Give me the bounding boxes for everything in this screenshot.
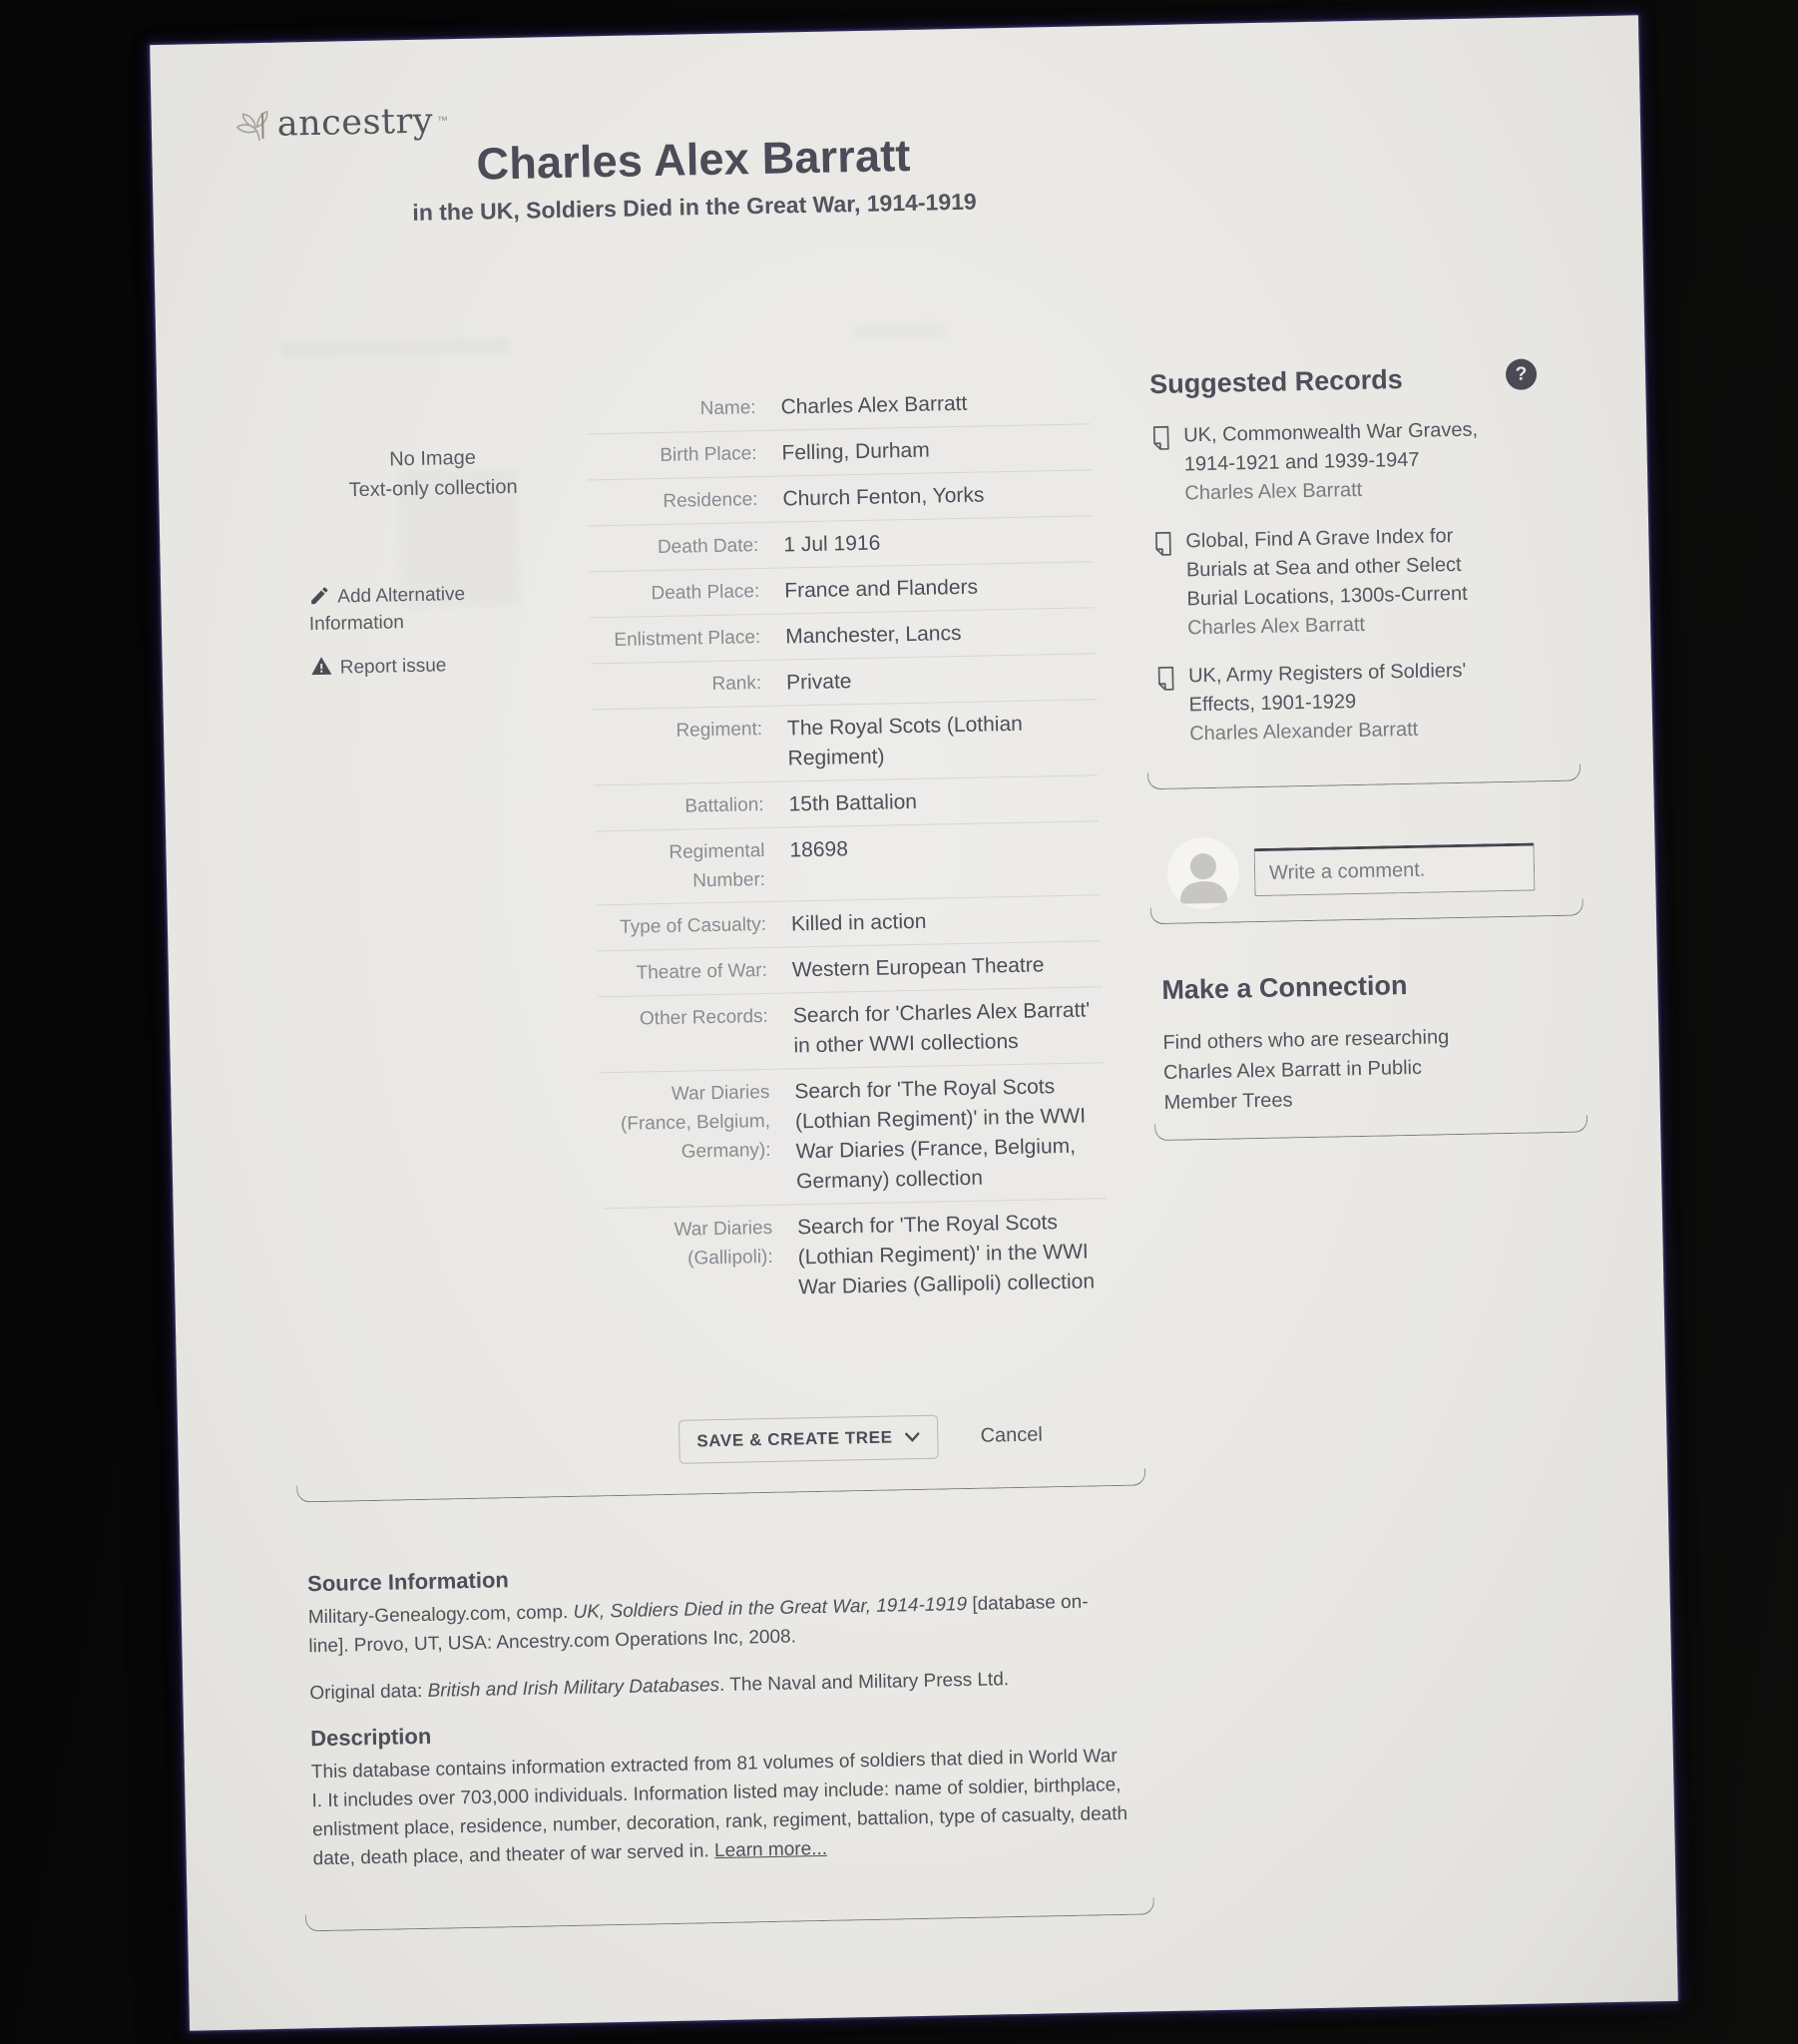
field-label: Name: (699, 397, 756, 420)
record-headline (269, 126, 1119, 230)
make-connection-title: Make a Connection (1161, 970, 1408, 1006)
table-row (595, 820, 1100, 904)
source-information-section (307, 1555, 1131, 1891)
bleed-through-mark (280, 337, 510, 358)
citation-part: [database on-line]. Provo, UT, USA: Ancestry.com Operations Inc, 2008. (308, 1591, 1089, 1658)
field-label: Rank: (711, 673, 762, 695)
document-icon (1152, 531, 1175, 644)
chevron-down-icon (904, 1431, 920, 1443)
suggested-records-list (1150, 414, 1576, 768)
suggested-record-item[interactable] (1152, 520, 1573, 644)
bleed-through-mark (854, 323, 944, 339)
field-value-link[interactable]: Search for 'Charles Alex Barratt' in other WWI collections (792, 998, 1091, 1058)
field-value: Church Fenton, Yorks (782, 483, 985, 511)
citation-title-italic: UK, Soldiers Died in the Great War, 1914-1919 (573, 1594, 968, 1623)
add-alternative-information-link[interactable] (308, 580, 529, 638)
no-image-line2: Text-only collection (348, 475, 518, 502)
suggested-records-title: Suggested Records (1148, 364, 1404, 400)
field-value: Western European Theatre (791, 953, 1045, 982)
report-issue-label: Report issue (339, 655, 447, 679)
save-button-label: SAVE & CREATE TREE (696, 1427, 893, 1451)
connection-card-bottom-edge (1154, 1115, 1587, 1141)
printed-page (150, 15, 1678, 2031)
table-row (603, 1198, 1109, 1313)
warning-icon (309, 655, 332, 678)
learn-more-link[interactable]: Learn more... (713, 1837, 828, 1862)
suggested-record-person: Charles Alex Barratt (1184, 478, 1363, 505)
field-value: Felling, Durham (781, 438, 930, 465)
suggested-record-item[interactable] (1150, 414, 1572, 509)
field-label: Regiment: (675, 718, 763, 742)
no-image-line1: No Image (388, 446, 477, 471)
field-label: Enlistment Place: (614, 627, 761, 651)
source-card-bottom-edge (305, 1897, 1154, 1931)
report-issue-link[interactable] (309, 651, 529, 682)
field-label: War Diaries (Gallipoli): (674, 1217, 773, 1270)
field-label: Other Records: (639, 1005, 769, 1030)
add-alternative-label: Add Alternative Information (308, 583, 466, 636)
original-data (309, 1663, 1127, 1708)
suggested-record-person: Charles Alex Barratt (1186, 613, 1366, 640)
field-label: Regimental Number: (669, 839, 766, 892)
help-icon[interactable]: ? (1506, 358, 1538, 390)
field-label: War Diaries (France, Belgium, Germany): (620, 1081, 771, 1163)
field-value-link[interactable]: Search for 'The Royal Scots (Lothian Regiment)' in the WWI War Diaries (France, Belgium, Germany) collection (794, 1075, 1087, 1194)
record-fields-table (586, 378, 1109, 1313)
field-label: Residence: (663, 489, 758, 512)
field-value: 15th Battalion (788, 789, 918, 816)
record-card-bottom-edge (296, 1468, 1145, 1502)
suggested-record-title: UK, Army Registers of Soldiers' Effects, 1901-1929 (1187, 659, 1467, 717)
table-row (593, 699, 1098, 784)
field-value: 18698 (789, 837, 849, 862)
table-row (598, 986, 1103, 1072)
suggested-record-title: UK, Commonwealth War Graves, 1914-1921 and 1939-1947 (1183, 418, 1479, 476)
description-text (311, 1742, 1131, 1873)
field-label: Battalion: (684, 793, 764, 817)
original-part: Original data: (309, 1680, 428, 1705)
cancel-link[interactable]: Cancel (980, 1423, 1044, 1447)
field-value: The Royal Scots (Lothian Regiment) (786, 712, 1024, 770)
comment-input[interactable] (1254, 842, 1536, 896)
field-value-link[interactable]: Search for 'The Royal Scots (Lothian Regiment)' in the WWI War Diaries (Gallipoli) collection (796, 1211, 1096, 1299)
make-connection-body[interactable]: Find others who are researching Charles Alex Barratt in Public Member Trees (1162, 1026, 1450, 1114)
ancestry-leaves-icon (228, 105, 273, 146)
avatar (1166, 836, 1239, 909)
page-title: Charles Alex Barratt (476, 129, 912, 190)
record-actions (607, 1411, 1112, 1465)
no-image-notice (287, 441, 578, 507)
field-label: Type of Casualty: (620, 913, 767, 938)
source-citation (308, 1587, 1127, 1661)
page-subtitle: in the UK, Soldiers Died in the Great War, 1914-1919 (412, 188, 977, 226)
field-label: Death Place: (651, 581, 760, 605)
save-create-tree-button[interactable] (678, 1415, 939, 1464)
field-label: Birth Place: (660, 443, 757, 466)
field-value: Charles Alex Barratt (780, 391, 968, 419)
original-title-italic: British and Irish Military Databases (427, 1675, 720, 1702)
table-row (600, 1062, 1107, 1208)
original-part: . The Naval and Military Press Ltd. (718, 1669, 1010, 1697)
citation-part: Military-Genealogy.com, comp. (307, 1601, 574, 1629)
trademark-mark: ™ (436, 115, 449, 128)
ancestry-logo-text: ancestry (276, 101, 434, 145)
suggested-record-title: Global, Find A Grave Index for Burials at Sea and other Select Burial Locations, 1300s-Current (1185, 525, 1468, 611)
document-icon (1155, 666, 1178, 750)
field-label: Theatre of War: (636, 959, 768, 984)
field-value: Private (785, 670, 852, 695)
field-value: Killed in action (790, 909, 927, 936)
suggested-card-bottom-edge (1147, 765, 1580, 790)
field-value: France and Flanders (784, 575, 979, 603)
field-label: Death Date: (657, 535, 759, 559)
suggested-record-item[interactable] (1155, 655, 1576, 750)
description-body: This database contains information extracted from 81 volumes of soldiers that died in World War I. It includes over 703,000 individuals. Information listed may include: name of soldier, birthplace, enlistment place, residence, number, decoration, rank, regiment, battalion, type of casualty, death date, death place, and theater of war served in. (310, 1746, 1128, 1870)
document-icon (1150, 425, 1173, 509)
source-information-heading: Source Information (306, 1567, 510, 1597)
suggested-record-person: Charles Alexander Barratt (1189, 718, 1419, 746)
field-value: Manchester, Lancs (784, 621, 962, 649)
field-value: 1 Jul 1916 (783, 531, 881, 557)
description-heading: Description (310, 1723, 432, 1752)
pencil-icon (308, 585, 330, 607)
